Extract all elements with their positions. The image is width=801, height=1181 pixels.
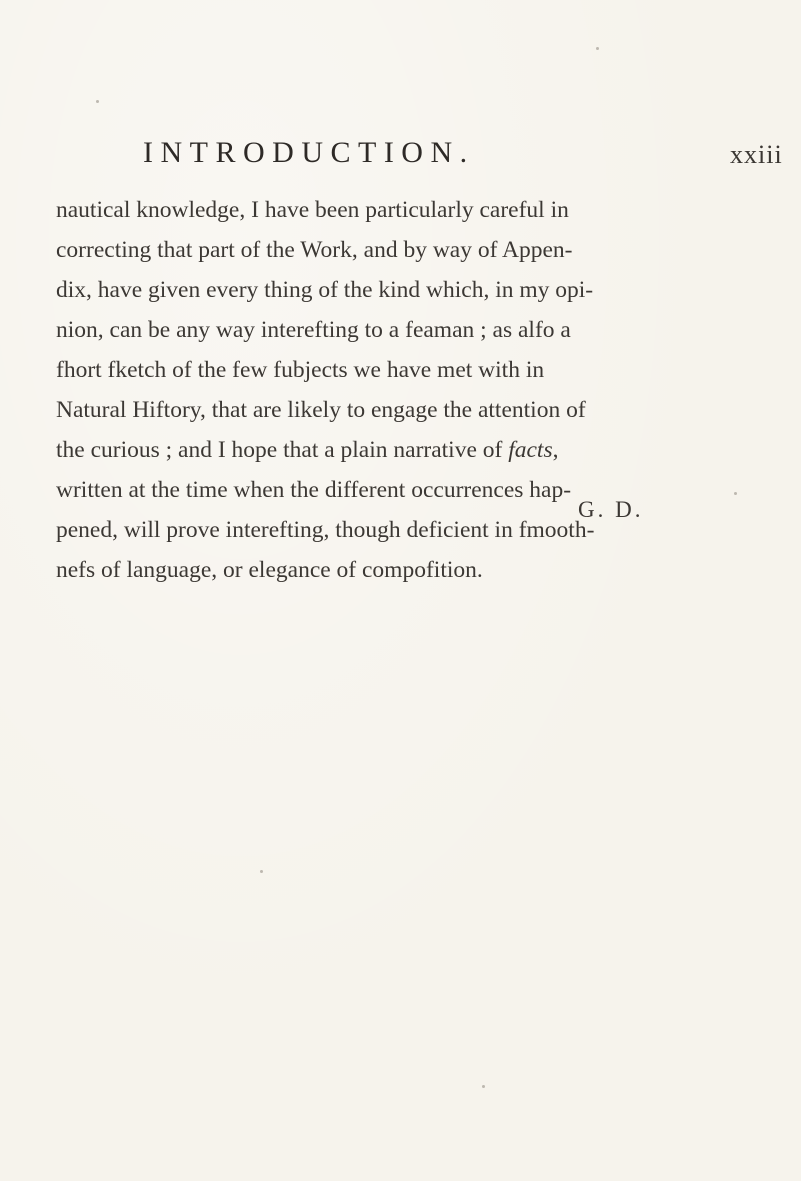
italic-word: facts [508,437,553,463]
text-line: Natural Hiftory, that are likely to engage the attention of [56,397,586,423]
paper-speck [96,100,99,103]
paper-speck [482,1085,485,1088]
text-line-start: the curious ; and I hope that a plain narrative of [56,437,503,463]
text-line: nautical knowledge, I have been particularly careful in [56,197,569,223]
text-line: nion, can be any way interefting to a feaman ; as alfo a [56,317,571,343]
text-line: correcting that part of the Work, and by way of Appen- [56,237,573,263]
text-line: nefs of language, or elegance of compofition. [56,557,483,583]
running-title: INTRODUCTION. [143,136,475,169]
italic-word-punctuation: , [552,437,559,463]
author-signature: G. D. [578,497,644,522]
text-line: written at the time when the different occurrences hap- [56,477,572,503]
text-line: pened, will prove interefting, though deficient in fmooth- [56,517,595,543]
body-paragraph [56,190,766,590]
paper-speck [734,492,737,495]
running-head [0,136,801,176]
text-line [56,430,766,470]
paper-speck [260,870,263,873]
text-line: dix, have given every thing of the kind which, in my opi- [56,277,594,303]
page-number: xxiii [730,140,783,169]
text-line: fhort fketch of the few fubjects we have met with in [56,357,545,383]
paper-speck [596,47,599,50]
